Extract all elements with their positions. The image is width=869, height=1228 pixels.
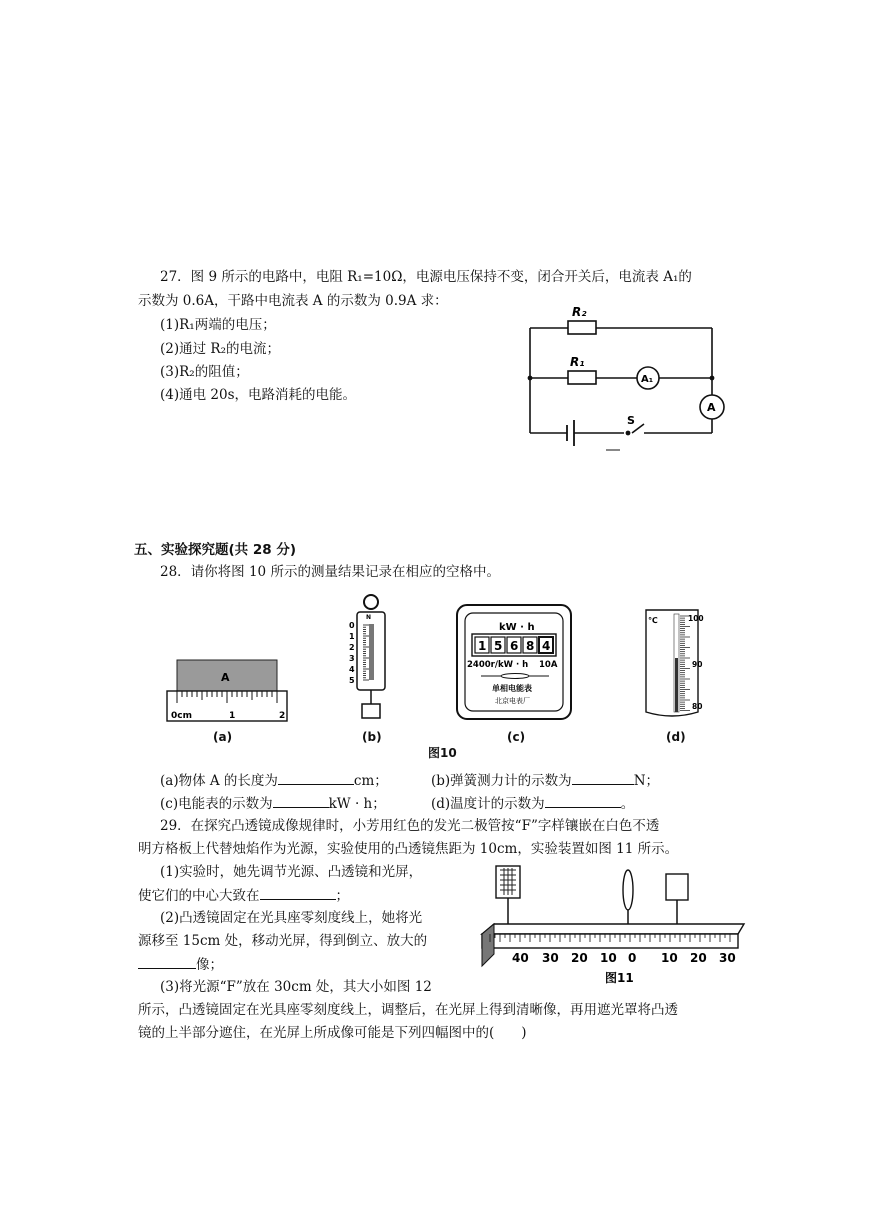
optical-bench-figure xyxy=(478,858,748,988)
answer-c-suffix: kW · h； xyxy=(328,796,386,812)
thermo-tick-90: 90 xyxy=(692,660,703,669)
meter-unit: kW · h xyxy=(499,622,535,633)
fig11-caption: 图11 xyxy=(605,971,634,985)
answer-c xyxy=(160,794,386,813)
s-label: S xyxy=(627,414,635,427)
q29-line2: 明方格板上代替烛焰作为光源，实验使用的凸透镜焦距为 10cm，实验装置如图 11 所示。 xyxy=(138,841,679,857)
q29-p1b xyxy=(138,886,349,905)
meter-digit-1: 1 xyxy=(478,639,487,653)
q27-item-4: (4)通电 20s，电路消耗的电能。 xyxy=(160,387,357,403)
thermometer-figure xyxy=(640,608,715,720)
q29-p1a: (1)实验时，她先调节光源、凸透镜和光屏， xyxy=(160,864,423,880)
meter-name: 单相电能表 xyxy=(492,684,532,693)
answer-b xyxy=(431,771,659,790)
r2-label: R₂ xyxy=(572,305,587,319)
answer-a-blank[interactable] xyxy=(278,771,354,785)
bench-tick-40: 40 xyxy=(512,951,529,965)
circuit-diagram xyxy=(520,298,730,458)
q28-intro: 28．请你将图 10 所示的测量结果记录在相应的空格中。 xyxy=(160,564,500,580)
answer-b-suffix: N； xyxy=(633,773,659,789)
ruler-tick-2: 2 xyxy=(279,711,286,721)
bench-tick-0: 0 xyxy=(628,951,637,965)
meter-digit-2: 5 xyxy=(494,639,503,653)
q29-p2-blank[interactable] xyxy=(138,955,196,969)
q27-line2: 示数为 0.6A，干路中电流表 A 的示数为 0.9A 求： xyxy=(138,293,448,309)
bench-tick-10b: 10 xyxy=(661,951,678,965)
q29-p2a: (2)凸透镜固定在光具座零刻度线上，她将光 xyxy=(160,910,423,926)
answer-a-prefix: (a)物体 A 的长度为 xyxy=(160,773,278,789)
a-label: A xyxy=(707,401,716,414)
spring-scale-figure xyxy=(345,592,395,732)
sub-label-a: (a) xyxy=(213,730,233,744)
sub-label-c: (c) xyxy=(507,730,526,744)
spring-tick-3: 3 xyxy=(349,654,355,663)
q27-line1: 27．图 9 所示的电路中，电阻 R₁=10Ω，电源电压保持不变，闭合开关后，电流表 A₁的 xyxy=(160,269,692,285)
q29-p1-blank[interactable] xyxy=(260,886,336,900)
answer-a xyxy=(160,771,388,790)
q29-p1b-prefix: 使它们的中心大致在 xyxy=(138,888,260,904)
answer-b-blank[interactable] xyxy=(572,771,634,785)
meter-amp: 10A xyxy=(539,660,558,670)
bench-tick-30b: 30 xyxy=(719,951,736,965)
q27-item-3: (3)R₂的阻值； xyxy=(160,364,249,380)
bench-tick-30a: 30 xyxy=(542,951,559,965)
meter-digit-5: 4 xyxy=(542,639,551,653)
q29-p2b: 源移至 15cm 处，移动光屏，得到倒立、放大的 xyxy=(138,933,428,949)
q29-p2c xyxy=(138,955,223,974)
electric-meter-figure xyxy=(455,603,575,723)
thermo-tick-100: 100 xyxy=(688,614,704,623)
ruler-tick-0: 0cm xyxy=(171,711,192,721)
sub-label-b: (b) xyxy=(362,730,382,744)
q29-p3c: 镜的上半部分遮住，在光屏上所成像可能是下列四幅图中的( ) xyxy=(138,1025,527,1041)
q29-p3b: 所示，凸透镜固定在光具座零刻度线上，调整后，在光屏上得到清晰像，再用遮光罩将凸透 xyxy=(138,1002,678,1018)
ruler-figure xyxy=(165,650,295,735)
spring-unit: N xyxy=(366,614,372,621)
answer-b-prefix: (b)弹簧测力计的示数为 xyxy=(431,773,572,789)
answer-c-prefix: (c)电能表的示数为 xyxy=(160,796,273,812)
q29-p1b-suffix: ； xyxy=(335,888,349,904)
block-label: A xyxy=(221,671,230,684)
bench-tick-20a: 20 xyxy=(571,951,588,965)
q27-item-1: (1)R₁两端的电压； xyxy=(160,317,276,333)
spring-tick-5: 5 xyxy=(349,676,355,685)
q29-p3a: (3)将光源“F”放在 30cm 处，其大小如图 12 xyxy=(160,979,432,995)
q29-line1: 29．在探究凸透镜成像规律时，小芳用红色的发光二极管按“F”字样镶嵌在白色不透 xyxy=(160,818,660,834)
sub-label-d: (d) xyxy=(666,730,686,744)
spring-tick-0: 0 xyxy=(349,621,355,630)
meter-digit-4: 8 xyxy=(526,639,535,653)
bench-tick-10a: 10 xyxy=(600,951,617,965)
spring-tick-4: 4 xyxy=(349,665,355,674)
meter-maker: 北京电表厂 xyxy=(495,697,530,705)
thermo-unit: ℃ xyxy=(648,616,658,625)
q27-item-2: (2)通过 R₂的电流； xyxy=(160,341,280,357)
a1-label: A₁ xyxy=(641,374,654,385)
spring-tick-1: 1 xyxy=(349,632,355,641)
answer-d-blank[interactable] xyxy=(545,794,621,808)
spring-tick-2: 2 xyxy=(349,643,355,652)
fig10-caption: 图10 xyxy=(428,746,457,760)
section-title: 五、实验探究题(共 28 分) xyxy=(134,542,297,558)
answer-d-prefix: (d)温度计的示数为 xyxy=(431,796,545,812)
ruler-tick-1: 1 xyxy=(229,711,236,721)
q29-p2c-suffix: 像； xyxy=(196,957,223,973)
answer-c-blank[interactable] xyxy=(273,794,329,808)
r1-label: R₁ xyxy=(570,355,585,369)
bench-tick-20b: 20 xyxy=(690,951,707,965)
meter-spec: 2400r/kW · h xyxy=(467,660,529,670)
answer-a-suffix: cm； xyxy=(353,773,388,789)
answer-d-suffix: 。 xyxy=(620,796,635,812)
meter-digit-3: 6 xyxy=(510,639,519,653)
answer-d xyxy=(431,794,634,813)
thermo-tick-80: 80 xyxy=(692,702,703,711)
